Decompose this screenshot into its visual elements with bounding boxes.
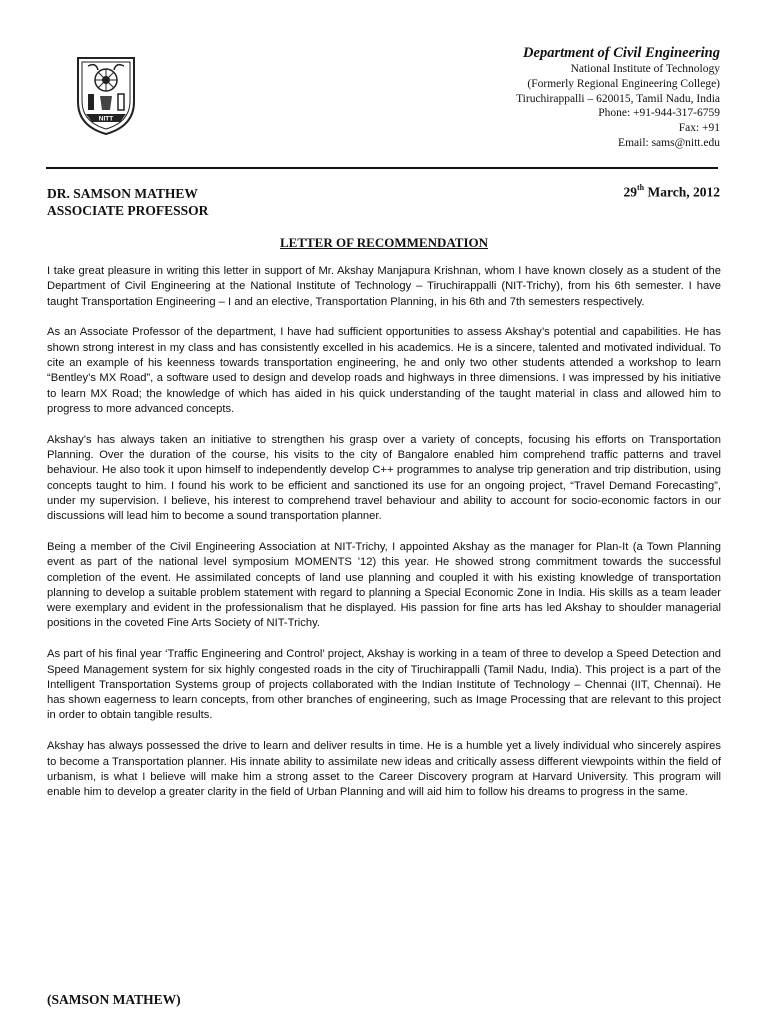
sender-block [47, 186, 208, 219]
postal-address: Tiruchirappalli – 620015, Tamil Nadu, India [516, 92, 720, 105]
sender-title: ASSOCIATE PROFESSOR [47, 202, 209, 218]
email-address: Email: sams@nitt.edu [618, 136, 720, 149]
paragraph: I take great pleasure in writing this letter in support of Mr. Akshay Manjapura Krishnan, whom I have known closely as a student of the Department of Civil Engineering at the National Institute of Technology – Tiruchirappalli (NIT-Trichy), from his 6th semester. I have taught Transportation Engineering – I and an elective, Transportation Planning, in his 6th and 7th semesters respectively. [47, 265, 721, 308]
department-name: Department of Civil Engineering [523, 45, 720, 61]
letter-date [624, 184, 721, 201]
header-divider [46, 167, 718, 169]
paragraph: Being a member of the Civil Engineering Association at NIT-Trichy, I appointed Akshay as the manager for Plan-It (a Town Planning event as part of the national level symposium MOMENTS ’12) this year. He showed strong commitment towards the successful completion of the event. He assimilated concepts of land use planning and coupled it with his existing knowledge of transportation planning to develop a suitable problem statement with regard to planning a Special Economic Zone in India. His skills as a team leader were exemplary and evident in the professionalism that he displayed. His passion for fine arts has led Akshay to shoulder managerial positions in the coveted Fine Arts Society of NIT-Trichy. [47, 540, 721, 630]
fax-number: Fax: +91 [678, 122, 720, 135]
date-rest: March, 2012 [644, 184, 720, 200]
letterhead-address [516, 44, 720, 151]
date-day: 29 [623, 184, 637, 200]
sender-name: DR. SAMSON MATHEW [47, 186, 198, 201]
subject-text: LETTER OF RECOMMENDATION [279, 235, 488, 250]
paragraph: Akshay has always possessed the drive to learn and deliver results in time. He is a humble yet a lively individual who sincerely aspires to become a Transportation planner. His innate ability to assimilate new ideas and critically assess different viewpoints within the field of urbanism, is what I believe will make him a strong asset to the Career Discovery program at Harvard University. This program will enable him to develop a greater clarity in the field of Urban Planning and will aid him to follow his dreams to progress in the same. [47, 740, 721, 799]
signature-name: (SAMSON MATHEW) [47, 992, 181, 1007]
logo-text: NITT [98, 115, 114, 123]
letter-subject [0, 235, 768, 251]
paragraph: As part of his final year ‘Traffic Engineering and Control’ project, Akshay is working in a team of three to develop a Speed Detection and Speed Management system for six highly congested roads in the city of Tiruchirappalli (Tamil Nadu, India). This project is a part of the Intelligent Transportation Systems group of projects collaborated with the Indian Institute of Technology – Chennai (IIT, Chennai). He has shown eagerness to learn concepts, from other branches of engineering, such as Image Processing that are relevant to this project in order to obtain tangible results. [47, 648, 721, 722]
paragraph: Akshay’s has always taken an initiative to strengthen his grasp over a variety of concepts, focusing his efforts on Transportation Planning. Over the duration of the course, his visits to the city of Bangalore enabled him comprehend traffic patterns and travel behaviour. He also took it upon himself to independently develop C++ programmes to analyse trip generation and trip distribution, using concepts taught to him. I found his work to be efficient and sanctioned its use for an ongoing project, “Travel Demand Forecasting”, under my supervision. I believe, his interest to comprehend travel behaviour and ability to account for socio-economic factors in our discussions will lead him to become a sound transportation planner. [47, 433, 721, 523]
phone-number: Phone: +91-944-317-6759 [598, 107, 720, 120]
paragraph: As an Associate Professor of the department, I have had sufficient opportunities to assess Akshay’s potential and capabilities. He has shown strong interest in my class and has consistently excelled in his academics. He is a sincere, talented and motivated individual. To cite an example of his keenness towards transportation engineering, he and only two other students attended a workshop to learn “Bentley’s MX Road”, a software used to design and develop roads and highways in three dimensions. I was impressed by his initiative to learn MX Road; the knowledge of which has aided in his quick understanding of the taught material in class and allowed him to progress to more advanced concepts. [47, 326, 721, 415]
date-suffix: th [637, 183, 645, 192]
formerly-name: (Formerly Regional Engineering College) [527, 77, 720, 90]
institute-name: National Institute of Technology [570, 63, 720, 75]
nitt-logo [74, 52, 138, 136]
letter-body [47, 264, 721, 816]
